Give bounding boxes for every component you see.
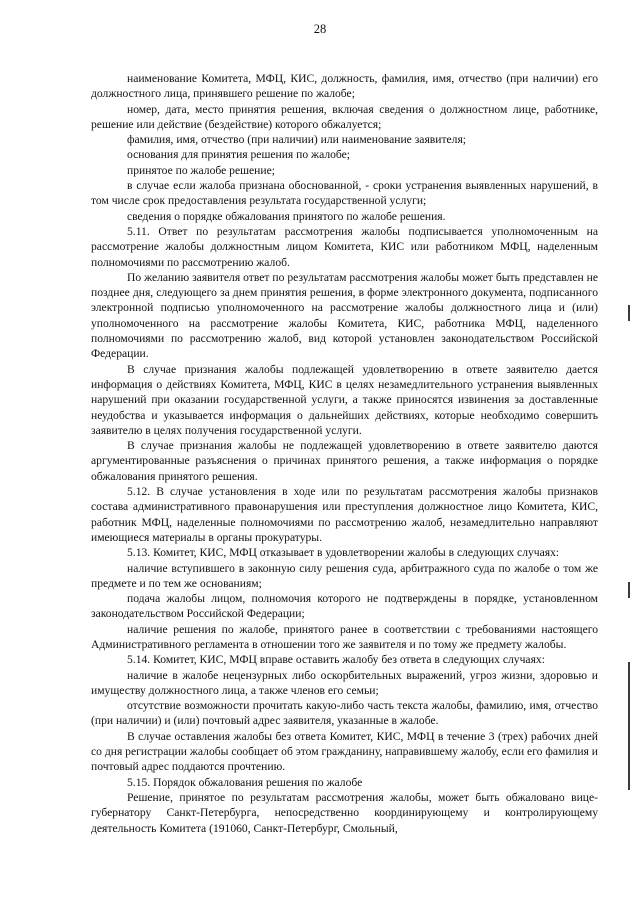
paragraph-item: В случае оставления жалобы без ответа Комитет, КИС, МФЦ в течение 3 (трех) рабочих дней со дня регистрации жалобы сообщает об этом гражданину, направившему жалобу, если его фамилия и почтовый адрес поддаются прочтению. [91, 729, 598, 774]
paragraph-item: номер, дата, место принятия решения, включая сведения о должностном лице, работнике, решение или действие (бездействие) которого обжалуется; [91, 102, 598, 131]
paragraph-item: сведения о порядке обжалования принятого по жалобе решения. [127, 209, 446, 223]
paragraph-item: По желанию заявителя ответ по результатам рассмотрения жалобы может быть представлен не позднее дня, следующего за днем принятия решения, в форме электронного документа, подписанного электронной подписью уполномоченного на рассмотрение жалобы должностного лица и (или) уполномоченного на рассмотрение жалобы Комитета, КИС, работника МФЦ, наделенного полномочиями по рассмотрению жалоб, вид которой установлен законодательством Российской Федерации. [91, 270, 598, 361]
scan-edge-mark [628, 582, 630, 598]
paragraph-item: наличие вступившего в законную силу решения суда, арбитражного суда по жалобе о том же предмете и по тем же основаниям; [91, 561, 598, 590]
paragraph-item: в случае если жалоба признана обоснованной, - сроки устранения выявленных нарушений, в том числе срок предоставления результата государственной услуги; [91, 179, 598, 208]
paragraph-item: наличие решения по жалобе, принятого ранее в соответствии с требованиями настоящего Административного регламента в отношении того же заявителя и по тому же предмету жалобы. [91, 622, 598, 651]
paragraph-item: 5.15. Порядок обжалования решения по жалобе [127, 775, 363, 789]
paragraph-item: 5.13. Комитет, КИС, МФЦ отказывает в удовлетворении жалобы в следующих случаях: [127, 546, 560, 560]
paragraph-item: наличие в жалобе нецензурных либо оскорбительных выражений, угроз жизни, здоровью и имуществу должностного лица, а также членов его семьи; [91, 668, 598, 697]
document-body [91, 71, 598, 836]
page-number: 28 [313, 22, 327, 36]
paragraph-item: принятое по жалобе решение; [127, 163, 275, 177]
paragraph-item: 5.11. Ответ по результатам рассмотрения жалобы подписывается уполномоченным на рассмотрение жалобы должностным лицом Комитета, КИС или работником МФЦ, наделенным полномочиями по рассмотрению жалоб. [91, 224, 598, 269]
paragraph-item: отсутствие возможности прочитать какую-либо часть текста жалобы, фамилию, имя, отчество (при наличии) и (или) почтовый адрес заявителя, указанные в жалобе. [91, 699, 598, 728]
paragraph-item: В случае признания жалобы не подлежащей удовлетворению в ответе заявителю даются аргументированные разъяснения о причинах принятого решения, а также информация о порядке обжалования принятого решения. [91, 439, 598, 483]
paragraph-item: 5.12. В случае установления в ходе или по результатам рассмотрения жалобы признаков состава административного правонарушения или преступления должностное лицо Комитета, КИС, работник МФЦ, наделенные полномочиями по рассмотрению жалоб, незамедлительно направляют имеющиеся материалы в органы прокуратуры. [91, 485, 598, 544]
scan-edge-mark [628, 662, 630, 790]
paragraph-item: наименование Комитета, МФЦ, КИС, должность, фамилия, имя, отчество (при наличии) его должностного лица, принявшего решение по жалобе; [91, 72, 598, 101]
paragraph-item: В случае признания жалобы подлежащей удовлетворению в ответе заявителю дается информация о действиях Комитета, МФЦ, КИС в целях незамедлительного устранения выявленных нарушений при оказании государственной услуги, а также приносятся извинения за доставленные неудобства и указывается информация о дальнейших действиях, которые необходимо совершить заявителю в целях получения государственной услуги. [91, 362, 598, 437]
scan-edge-mark [628, 305, 630, 321]
paragraph-item: подача жалобы лицом, полномочия которого не подтверждены в порядке, установленном законодательством Российской Федерации; [91, 592, 598, 621]
paragraph-item: основания для принятия решения по жалобе; [127, 148, 351, 162]
paragraph-item: фамилия, имя, отчество (при наличии) или наименование заявителя; [127, 133, 467, 147]
paragraph-item: 5.14. Комитет, КИС, МФЦ вправе оставить жалобу без ответа в следующих случаях: [127, 653, 545, 667]
paragraph-item: Решение, принятое по результатам рассмотрения жалобы, может быть обжаловано вице-губернатору Санкт-Петербурга, непосредственно координирующему и контролирующему деятельность Комитета (191060, Санкт-Петербург, Смольный, [91, 790, 598, 835]
